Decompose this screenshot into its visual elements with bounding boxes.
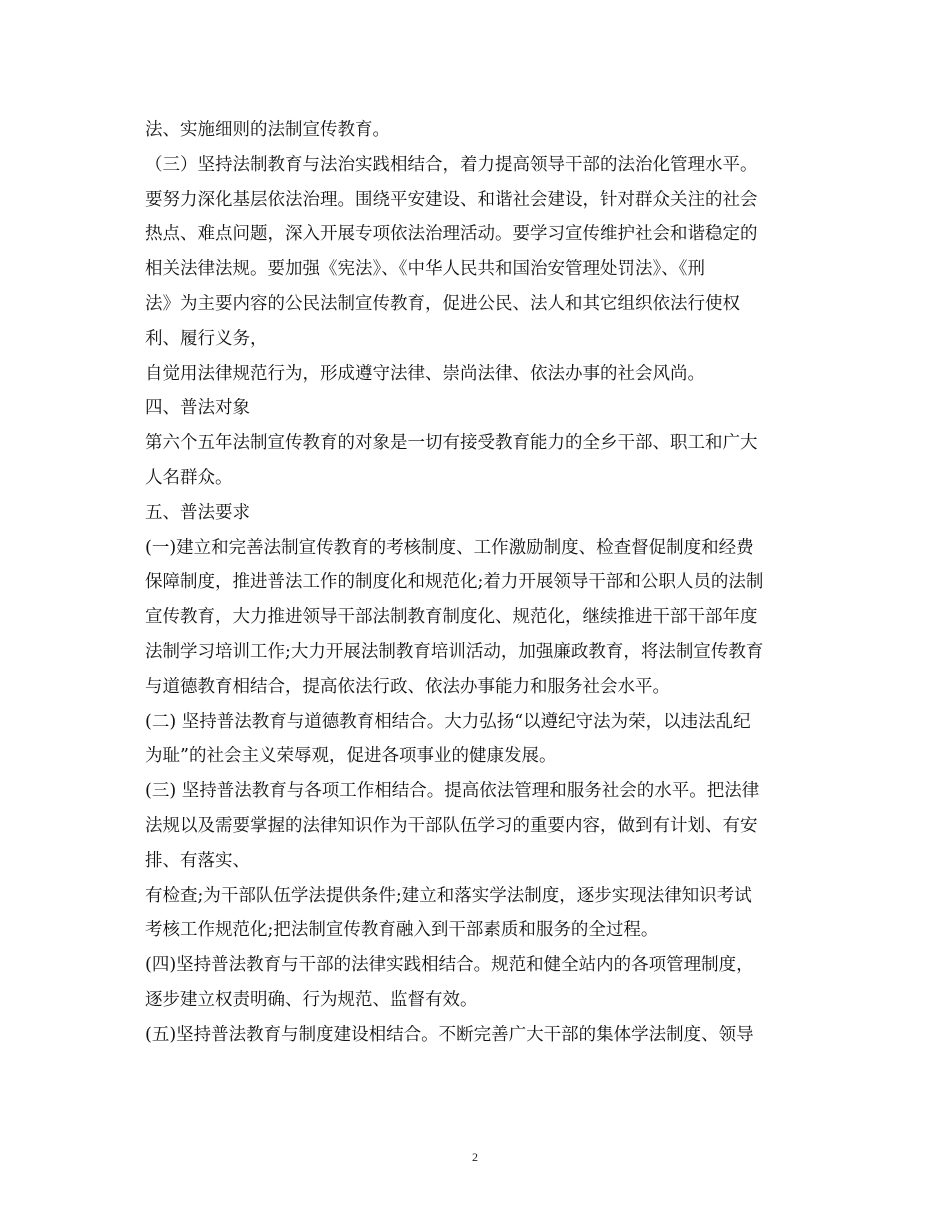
text-line: (五)坚持普法教育与制度建设相结合。不断完善广大干部的集体学法制度、领导 (145, 1024, 754, 1045)
text-line: 利、履行义务， (145, 328, 268, 349)
text-line: (一)建立和完善法制宣传教育的考核制度、工作激励制度、检查督促制度和经费 (145, 537, 754, 558)
text-line: 保障制度，推进普法工作的制度化和规范化;着力开展领导干部和公职人员的法制 (145, 572, 764, 593)
body-text (145, 113, 815, 1053)
text-line: 法制学习培训工作;大力开展法制教育培训活动，加强廉政教育，将法制宣传教育 (145, 641, 764, 662)
text-line: 相关法律法规。要加强《宪法》、《中华人民共和国治安管理处罚法》、《刑 (145, 259, 705, 280)
text-line: 人名群众。 (145, 467, 233, 488)
section-heading: 五、普法要求 (145, 502, 250, 523)
text-line: (二) 坚持普法教育与道德教育相结合。大力弘扬“以遵纪守法为荣，以违法乱纪 (145, 711, 751, 732)
text-line: (四)坚持普法教育与干部的法律实践相结合。规范和健全站内的各项管理制度， (145, 955, 754, 976)
text-line: 热点、难点问题，深入开展专项依法治理活动。要学习宣传维护社会和谐稳定的 (145, 224, 758, 245)
text-line: 自觉用法律规范行为，形成遵守法律、崇尚法律、依法办事的社会风尚。 (145, 363, 705, 384)
text-line: (三) 坚持普法教育与各项工作相结合。提高依法管理和服务社会的水平。把法律 (145, 781, 760, 802)
text-line: 与道德教育相结合，提高依法行政、依法办事能力和服务社会水平。 (145, 676, 670, 697)
text-line: 第六个五年法制宣传教育的对象是一切有接受教育能力的全乡干部、职工和广大 (145, 433, 758, 454)
section-heading: 四、普法对象 (145, 398, 250, 419)
text-line: 考核工作规范化;把法制宣传教育融入到干部素质和服务的全过程。 (145, 920, 659, 941)
text-line: 为耻”的社会主义荣辱观，促进各项事业的健康发展。 (145, 746, 557, 767)
text-line: 要努力深化基层依法治理。围绕平安建设、和谐社会建设，针对群众关注的社会 (145, 189, 758, 210)
text-line: 有检查;为干部队伍学法提供条件;建立和落实学法制度，逐步实现法律知识考试 (145, 885, 752, 906)
page-number: 2 (472, 1150, 478, 1164)
text-line: 法规以及需要掌握的法律知识作为干部队伍学习的重要内容，做到有计划、有安 (145, 815, 758, 836)
text-line: 宣传教育，大力推进领导干部法制教育制度化、规范化，继续推进干部干部年度 (145, 607, 758, 628)
text-line: 法》为主要内容的公民法制宣传教育，促进公民、法人和其它组织依法行使权 (145, 293, 740, 314)
text-line: 排、有落实、 (145, 850, 250, 871)
text-line: 逐步建立权责明确、行为规范、监督有效。 (145, 989, 478, 1010)
text-line: 法、实施细则的法制宣传教育。 (145, 120, 390, 140)
text-line: （三）坚持法制教育与法治实践相结合，着力提高领导干部的法治化管理水平。 (145, 154, 758, 175)
